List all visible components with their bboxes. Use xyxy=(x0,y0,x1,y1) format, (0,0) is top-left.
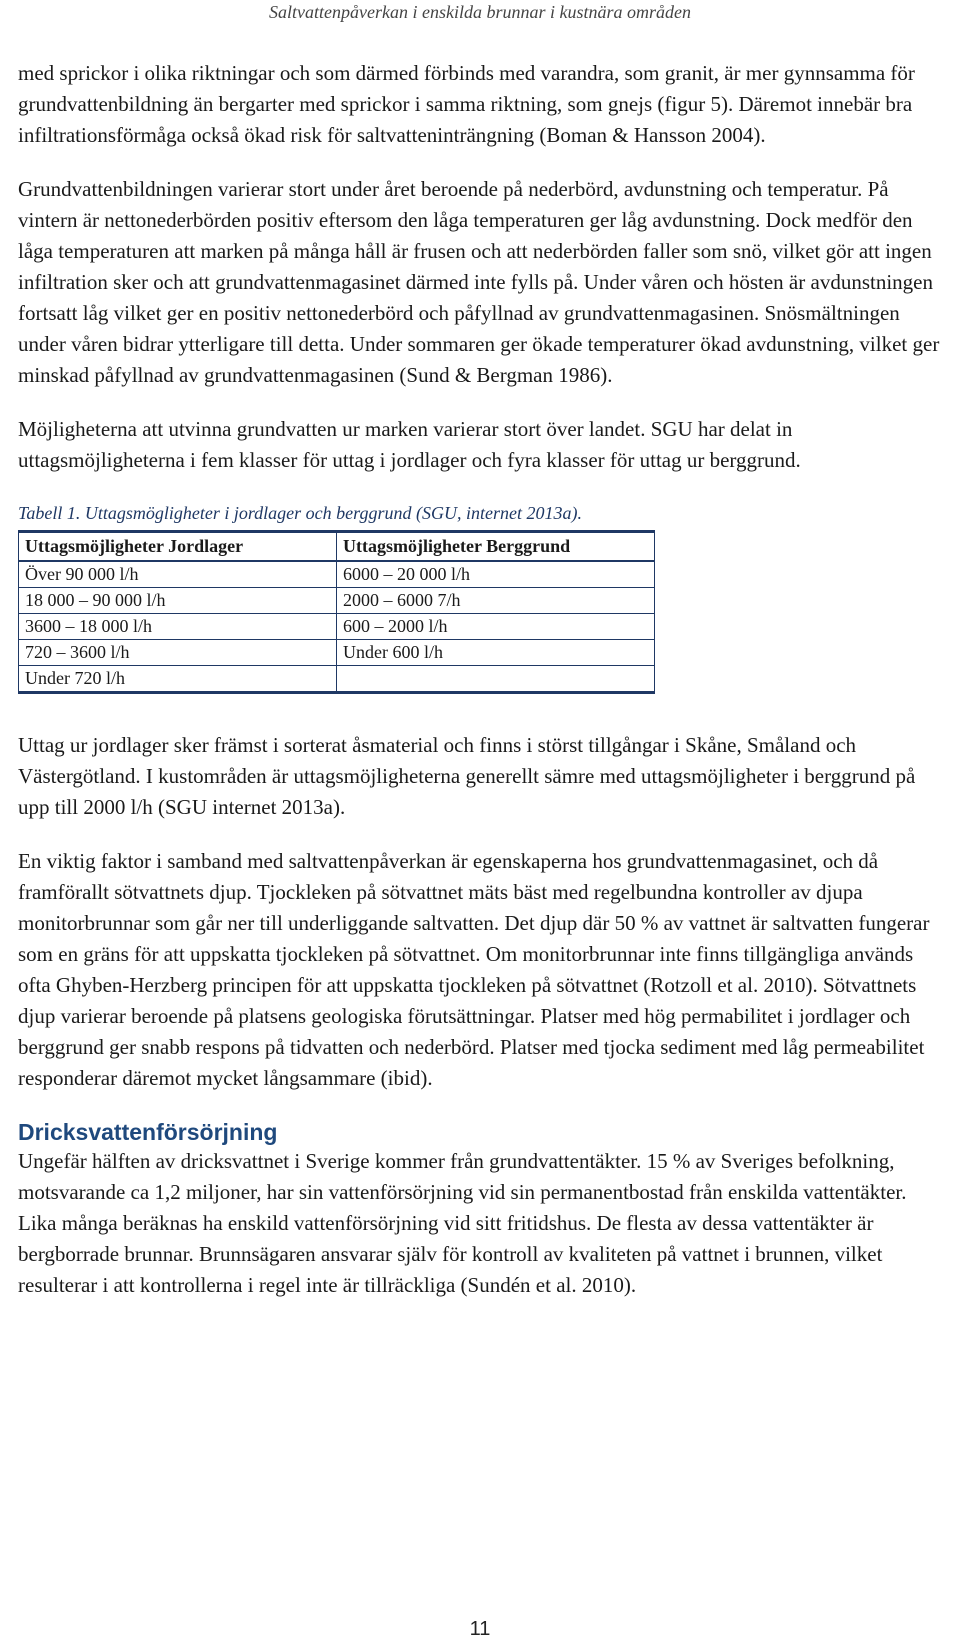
paragraph-groundwater-recharge: Grundvattenbildningen varierar stort under året beroende på nederbörd, avdunstning och temperatur. På vintern är nettonederbörden positiv eftersom den låga temperaturen ger låg avdunstning. Dock medför den låga temperaturen att marken på många håll är frusen och att nederbörden faller som snö, vilket gör att ingen infiltration sker och att grundvattenmagasinet därmed inte fylls på. Under våren och hösten är avdunstningen fortsatt låg vilket ger en positiv nettonederbörd och påfyllnad av grundvattenmagasinen. Snösmältningen under våren bidrar ytterligare till detta. Under sommaren ger ökade temperaturer ökad avdunstning, vilket ger minskad påfyllnad av grundvattenmagasinen (Sund & Bergman 1986). xyxy=(18,177,940,387)
table-cell: 6000 – 20 000 l/h xyxy=(337,561,655,588)
table-cell: Under 720 l/h xyxy=(19,666,337,693)
extraction-table xyxy=(18,530,655,694)
table-cell: 720 – 3600 l/h xyxy=(19,640,337,666)
table-cell xyxy=(337,666,655,693)
table-header-cell: Uttagsmöjligheter Jordlager xyxy=(19,532,337,562)
paragraph-extraction-possibilities: Möjligheterna att utvinna grundvatten ur marken varierar stort över landet. SGU har delat in uttagsmöjligheterna i fem klasser för uttag i jordlager och fyra klasser för uttag ur berggrund. xyxy=(18,417,801,472)
paragraph-freshwater-depth: En viktig faktor i samband med saltvattenpåverkan är egenskaperna hos grundvattenmagasinet, och då framförallt sötvattnets djup. Tjockleken på sötvattnet mäts bäst med regelbundna kontroller av djupa monitorbrunnar som går ner till underliggande saltvatten. Det djup där 50 % av vattnet är saltvatten fungerar som en gräns för att uppskatta tjockleken på sötvattnet. Om monitorbrunnar inte finns tillgängliga används ofta Ghyben-Herzberg principen för att uppskatta tjockleken på sötvattnet (Rotzoll et al. 2010). Sötvattnets djup varierar beroende på platsens geologiska förutsättningar. Platser med hög permabilitet i jordlager och berggrund ger snabb respons på tidvatten och nederbörd. Platser med tjocka sediment med låg permeabilitet responderar däremot mycket långsammare (ibid). xyxy=(18,849,930,1090)
table-header-row xyxy=(19,532,655,562)
paragraph-soil-extraction: Uttag ur jordlager sker främst i sorterat åsmaterial och finns i störst tillgångar i Skåne, Småland och Västergötland. I kustområden är uttagsmöjligheterna generellt sämre med uttagsmöjligheter i berggrund på upp till 2000 l/h (SGU internet 2013a). xyxy=(18,733,916,819)
table-row xyxy=(19,640,655,666)
table-caption: Tabell 1. Uttagsmögligheter i jordlager och berggrund (SGU, internet 2013a). xyxy=(18,503,582,523)
document-body xyxy=(18,58,948,1301)
table-row xyxy=(19,666,655,693)
paragraph-bedrock-fractures: med sprickor i olika riktningar och som därmed förbinds med varandra, som granit, är mer gynnsamma för grundvattenbildning än bergarter med sprickor i samma riktning, som gnejs (figur 5). Däremot innebär bra infiltrationsförmåga också ökad risk för saltvatteninträngning (Boman & Hansson 2004). xyxy=(18,61,915,147)
table-cell: 600 – 2000 l/h xyxy=(337,614,655,640)
table-row xyxy=(19,614,655,640)
table-cell: 3600 – 18 000 l/h xyxy=(19,614,337,640)
paragraph-drinking-water: Ungefär hälften av dricksvattnet i Sverige kommer från grundvattentäkter. 15 % av Sveriges befolkning, motsvarande ca 1,2 miljoner, har sin vattenförsörjning vid sin permanentbostad från enskilda vattentäkter. Lika många beräknas ha enskild vattenförsörjning vid sitt fritidshus. De flesta av dessa vattentäkter är bergborrade brunnar. Brunnsägaren ansvarar själv för kontroll av kvaliteten på vattnet i brunnen, vilket resulterar i att kontrollerna i regel inte är tillräckliga (Sundén et al. 2010). xyxy=(18,1149,907,1297)
table-row xyxy=(19,561,655,588)
section-heading: Dricksvattenförsörjning xyxy=(18,1119,278,1145)
page-number: 11 xyxy=(469,1618,491,1640)
running-header: Saltvattenpåverkan i enskilda brunnar i kustnära områden xyxy=(269,2,691,22)
table-cell: Över 90 000 l/h xyxy=(19,561,337,588)
table-cell: 2000 – 6000 7/h xyxy=(337,588,655,614)
table-cell: 18 000 – 90 000 l/h xyxy=(19,588,337,614)
table-cell: Under 600 l/h xyxy=(337,640,655,666)
table-row xyxy=(19,588,655,614)
table-header-cell: Uttagsmöjligheter Berggrund xyxy=(337,532,655,562)
